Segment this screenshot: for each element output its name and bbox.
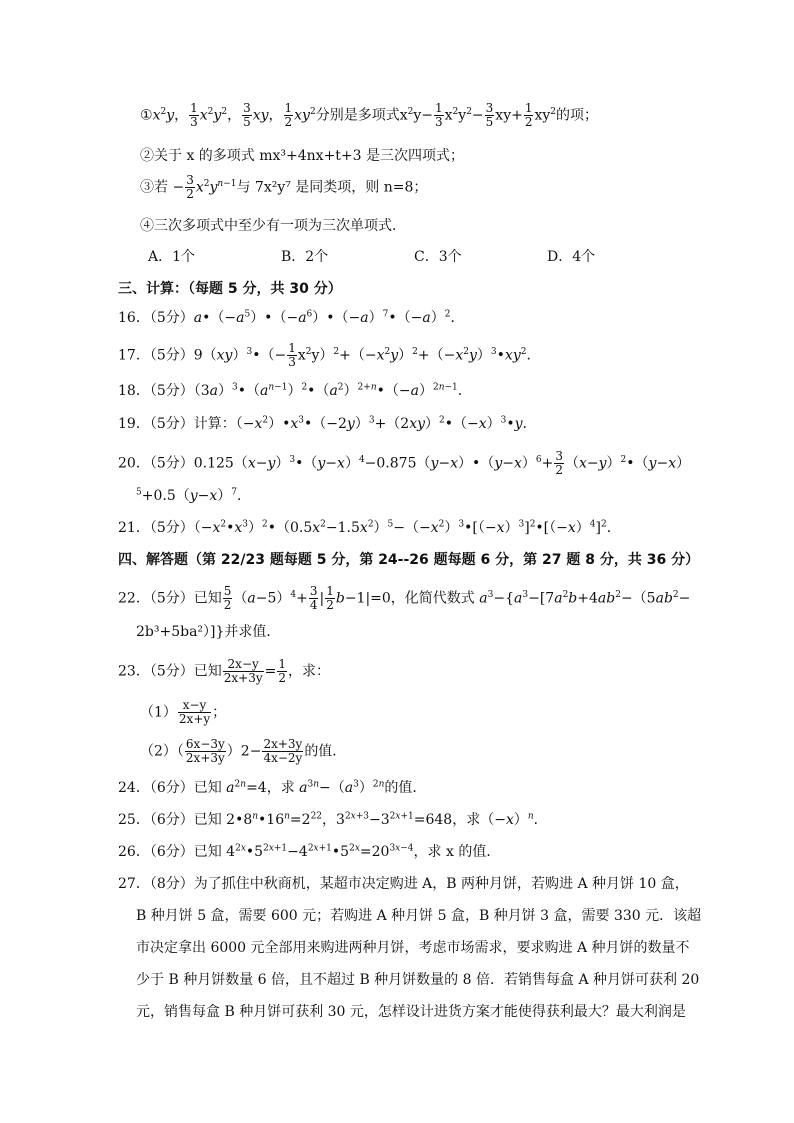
q20-cont: $^5+0.5(y-x)^7$． — [136, 487, 252, 504]
q16: 16．（5分）$a•(-a^5)•(-a^6)•(-a)^7•(-a)^2$． — [118, 309, 465, 326]
stmt1-tail: 分别是多项式 — [315, 107, 400, 124]
q24: 24．（6分）已知 $a^{2n}=4$，求 $a^{3n}-(a^3)^{2n}$的值． — [118, 779, 427, 796]
section-3-heading: 三、计算：（每题 5 分，共 30 分） — [118, 281, 342, 297]
q15-statement-4: ④三次多项式中至少有一项为三次单项式． — [140, 218, 406, 234]
q15-statement-2: ②关于 x 的多项式 mx³+4nx+t+3 是三次四项式； — [140, 148, 465, 164]
q27-line-1: 27．（8分）为了抓住中秋商机，某超市决定购进 A，B 两种月饼，若购进 A 种月饼 10 盒， — [118, 876, 689, 892]
q23-part-1: （1） $\frac{x-y}{2x+y}$ ； — [140, 698, 227, 726]
q23: 23．（5分）已知 $\frac{2x-y}{2x+3y}$ = $\frac{1}{2}$ ，求： — [118, 657, 330, 685]
choice-d: D．4个 — [547, 249, 596, 265]
q27-line-4: 少于 B 种月饼数量 6 倍，且不超过 B 种月饼数量的 8 倍．若销售每盒 A 种月饼可获利 20 — [136, 972, 700, 988]
stmt3-mid: 与 7x²y⁷ 是同类项，则 n=8； — [236, 179, 428, 196]
q21: 21．（5分）$(-x^2•x^3)^2•(0.5x^2-1.5x^2)^5-(-x^2)^3•[(-x)^3]^2•[(-x)^4]^2$． — [118, 519, 621, 536]
q22-cont: 2b³+5ba²）]}并求值． — [136, 624, 281, 640]
q19: 19．（5分）计算：$(-x^2)•x^3•(-2y)^3+(2xy)^2•(-x)^3•y$． — [118, 415, 537, 432]
section-4-heading: 四、解答题（第 22/23 题每题 5 分，第 24--26 题每题 6 分，第 27 题 8 分，共 36 分） — [118, 552, 700, 568]
q17: 17．（5分）9（xy）$^3$•（− $\frac{1}{3}$ $x^2y)^2+(-x^2y)^2+(-x^2y)^3•xy^2$． — [118, 341, 541, 369]
q15-statement-1: $①x^2y$， $\frac{1}{3}$ $x^2y^2$， $\frac{3}{5}$ xy， $\frac{1}{2}$ $xy^2$分别是多项式$x^2y-$ $\frac{1}{3}$ $x^2y^2-$ $\frac{3}{5}$ xy+ $\frac{1}{2}$ $xy^2$的项； — [140, 101, 599, 129]
q20: 20．（5分）$0.125(x-y)^3•(y-x)^4-0.875(y-x)•(y-x)^6+$ $\frac{3}{2}$ $(x-y)^2•(y-x)$ — [118, 449, 691, 477]
q22: 22．（5分）已知 $\frac{5}{2}$ $(a-5)^4+$ $\frac{3}{4}$ | $\frac{1}{2}$ b−1|=0，化简代数式 $a^3-\{a^3-[7a^2b+4ab^2-(5ab^2-$ — [118, 584, 691, 612]
q15-choices — [148, 247, 595, 267]
q23-part-2: （2）（ $\frac{6x-3y}{2x+3y}$ ）2− $\frac{2x+3y}{4x-2y}$ 的值． — [140, 737, 347, 765]
stmt1-end: 的项； — [556, 107, 599, 124]
stmt3-pre: ③若 − — [140, 179, 185, 196]
choice-b: B．2个 — [281, 249, 329, 265]
q26: 26．（6分）已知 $4^{2x}•5^{2x+1}-4^{2x+1}•5^{2x}=20^{3x-4}$，求 x 的值． — [118, 843, 501, 860]
q23-ask: ，求： — [287, 663, 330, 680]
q15-statement-3: ③若 − $\frac{3}{2}$ $x^2y^{n-1}$与 7x²y⁷ 是同类项，则 n=8； — [140, 173, 428, 201]
q27-line-2: B 种月饼 5 盒，需要 600 元；若购进 A 种月饼 5 盒，B 种月饼 3 盒，需要 330 元．该超 — [136, 908, 702, 924]
q27-line-5: 元，销售每盒 B 种月饼可获利 30 元，怎样设计进货方案才能使得获利最大？最大利润是 — [136, 1004, 686, 1020]
q25: 25．（6分）已知 $2•8^n•16^n=2^{22}$，$3^{2x+3}-3^{2x+1}=648$，求$(-x)^n$． — [118, 811, 548, 828]
q18: 18．（5分）$(3a)^3•(a^{n-1})^2•(a^2)^{2+n}•(-a)^{2n-1}$． — [118, 382, 472, 399]
q27-line-3: 市决定拿出 6000 元全部用来购进两种月饼，考虑市场需求，要求购进 A 种月饼的数量不 — [136, 940, 690, 956]
choice-c: C．3个 — [414, 249, 462, 265]
choice-a: A．1个 — [148, 249, 196, 265]
